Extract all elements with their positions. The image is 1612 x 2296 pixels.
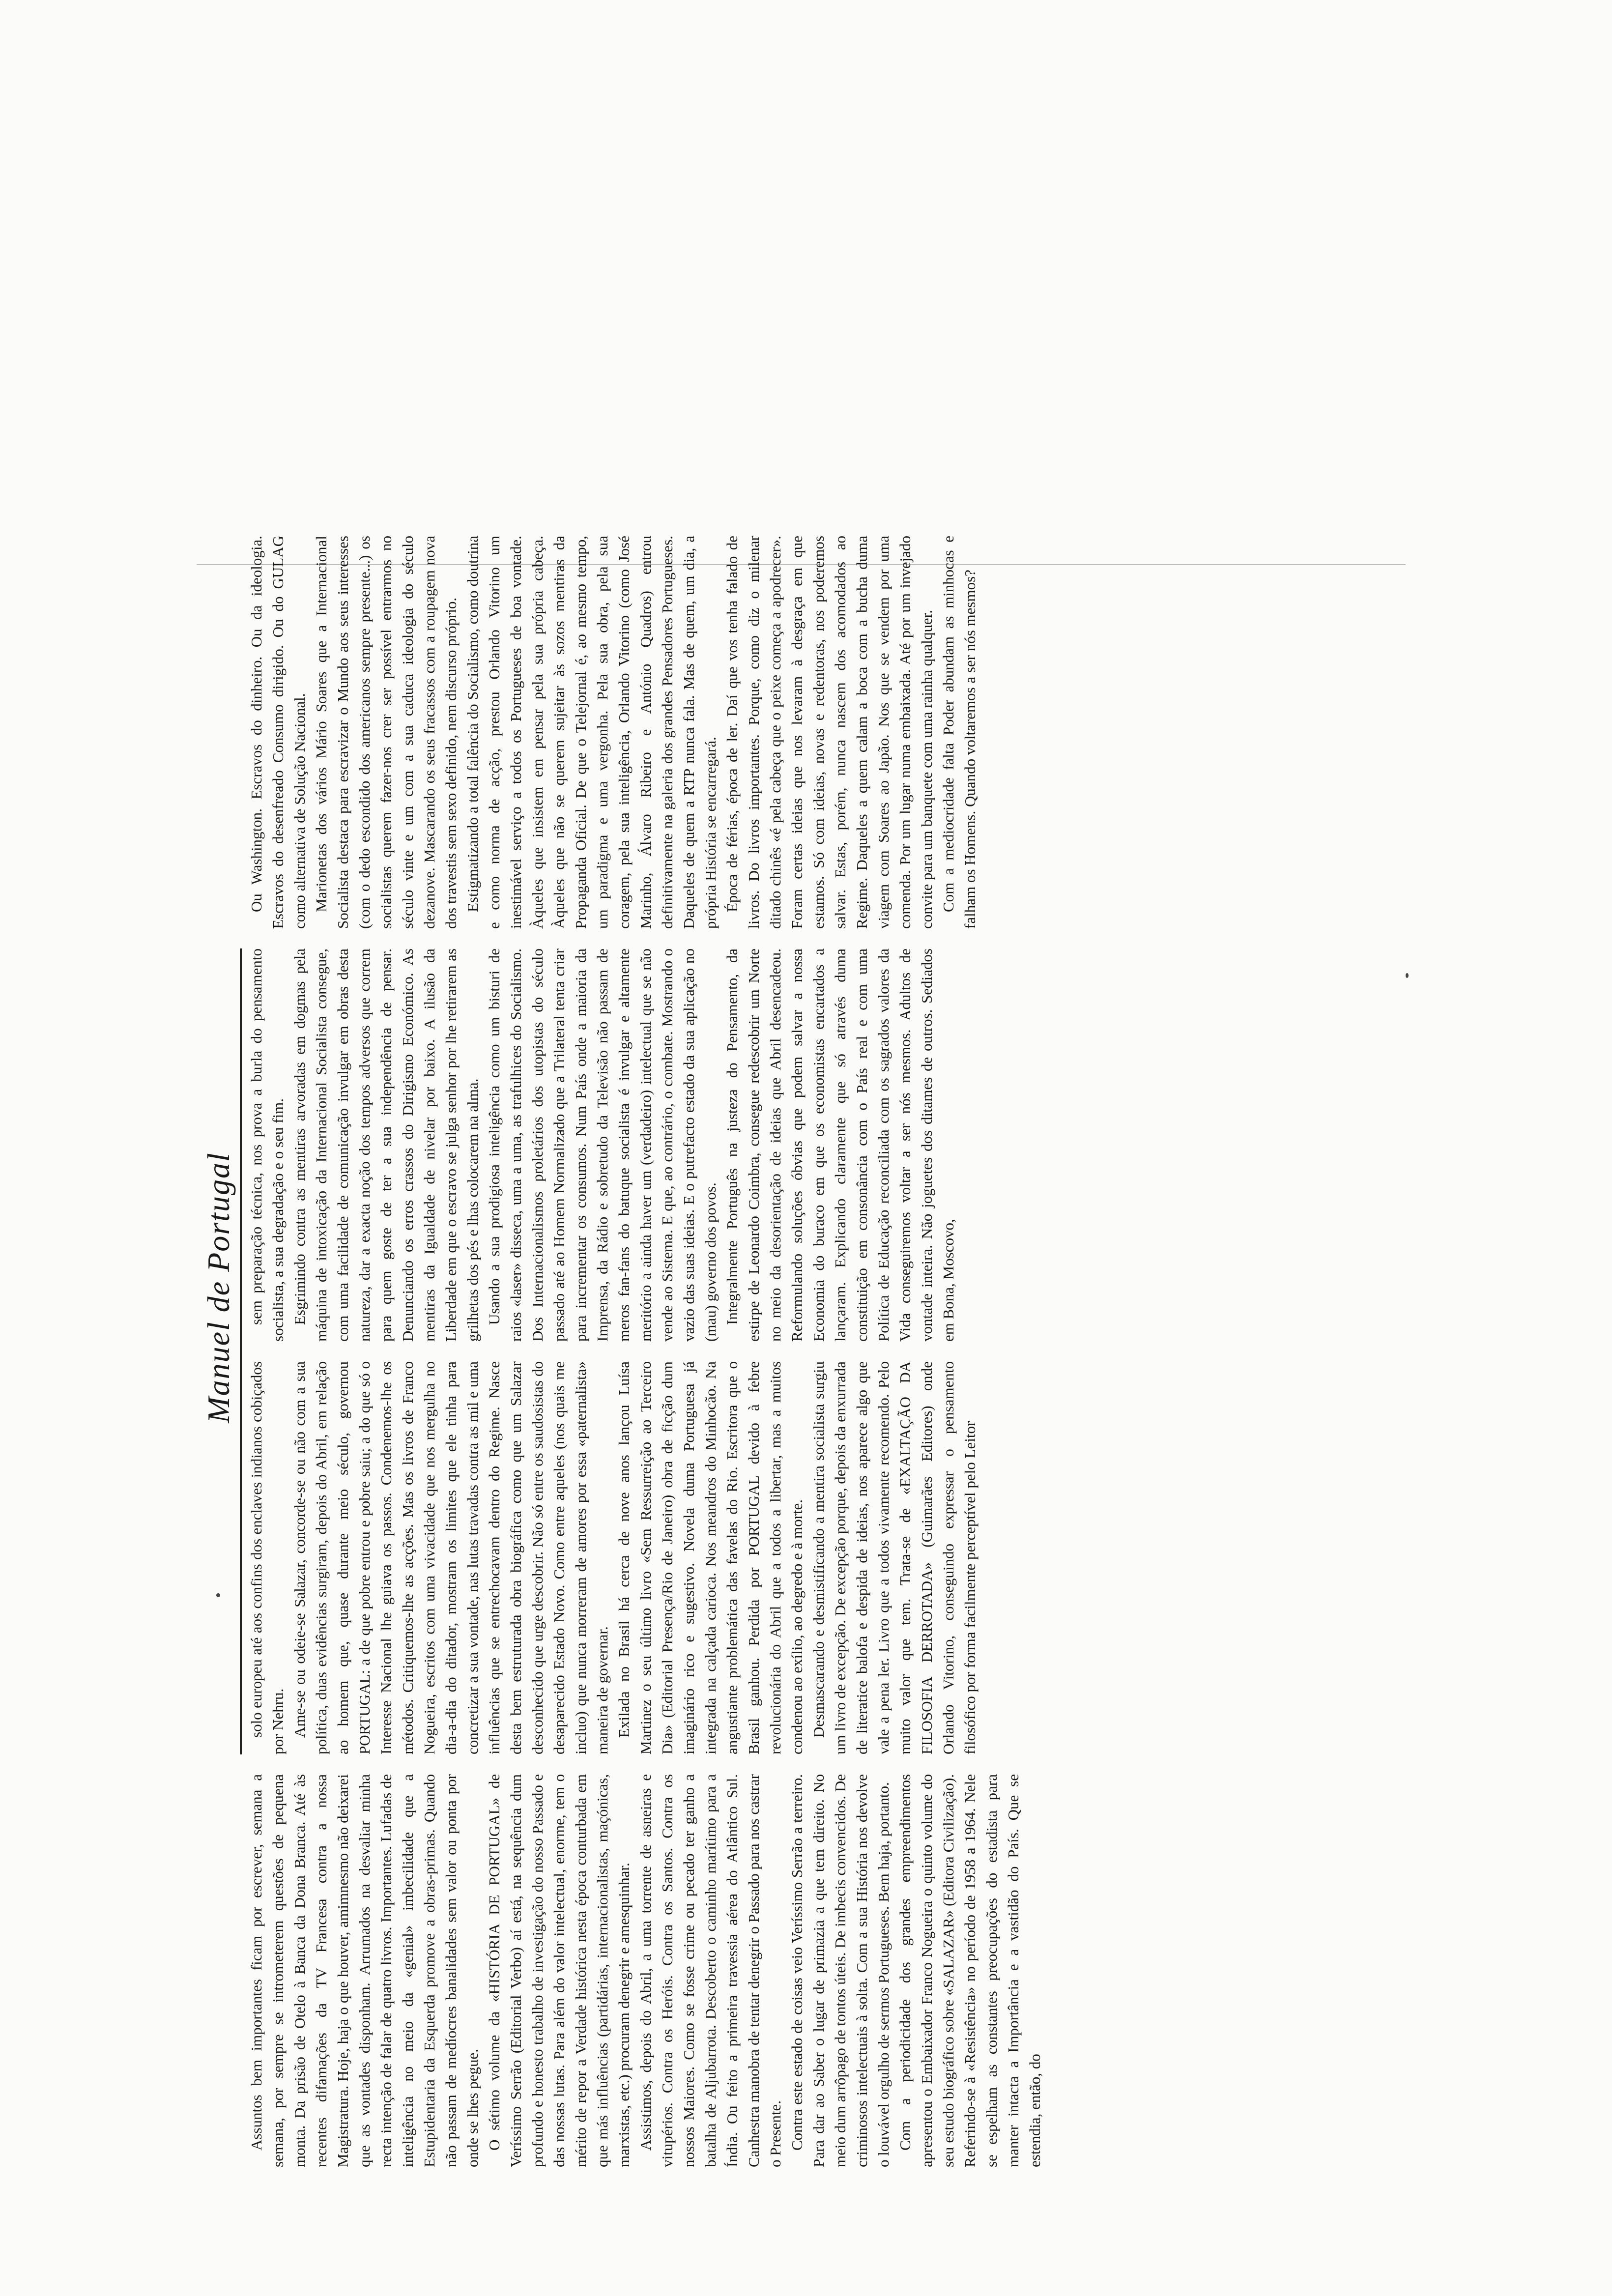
article-column-2	[246, 1361, 1406, 1754]
article-column-4	[246, 536, 1406, 929]
paragraph: Integralmente Português na justeza do Pensamento, da estirpe de Leonardo Coimbra, consegue redescobrir um Norte no meio da desorientação de ideias que Abril desencadeou. Reformulando soluções óbvias que podem salvar a nossa Economia do buraco em que os economistas encartados a lançaram. Explicando claramente que só através duma constituição em consonância com o País real e com uma Política de Educação reconciliada com os sagrados valores da Vida conseguiremos voltar a ser nós mesmos. Adultos de vontade inteira. Não joguetes dos ditames de outros. Sediados em Bona, Moscovo,	[723, 948, 957, 1342]
paragraph: Com a mediocridade falta Poder abundam as minhocas e falham os Homens. Quando voltaremos a ser nós mesmos?	[940, 536, 979, 929]
paragraph: Época de férias, época de ler. Daí que vos tenha falado de livros. Do livros importantes. Porque, como diz o milenar ditado chinês «é pela cabeça que o peixe começa a apodrecer». Foram certas ideias que nos levaram à desgraça em que estamos. Só com ideias, novas e redentoras, nos poderemos salvar. Estas, porém, nunca nascem dos acomodados ao Regime. Daqueles a quem calam a boca com a bucha duma viagem com Soares ao Japão. Nos que se vendem por uma comenda. Por um lugar numa embaixada. Até por um invejado convite para um banquete com uma rainha qualquer.	[723, 536, 935, 929]
paragraph: Estigmatizando a total falência do Socialismo, como doutrina e como norma de acção, prestou Orlando Vitorino um inestimável serviço a todos os Portugueses de boa vontade. Àqueles que insistem em pensar pela sua própria cabeça. Àqueles que não se querem sujeitar às sozos mentiras da Propaganda Oficial. De que o Telejornal é, ao mesmo tempo, um paradigma e uma vergonha. Pela sua obra, pela sua coragem, pela sua inteligência, Orlando Vitorino (como José Marinho, Álvaro Ribeiro e António Quadros) entrou definitivamente na galeria dos grandes Pensadores Portugueses. Daqueles de quem a RTP nunca fala. Mas de quem, um dia, a própria História se encarregará.	[464, 536, 719, 929]
paragraph: O sétimo volume da «HISTÓRIA DE PORTUGAL» de Veríssimo Serrão (Editorial Verbo) aí está, na sequência dum profundo e honesto trabalho de investigação do nosso Passado e das nossas lutas. Para além do valor intelectual, enorme, tem o mérito de repor a Verdade histórica nesta época conturbada em que más influências (partidárias, internacionalistas, maçónicas, marxistas, etc.) procuram denegrir e amesquinhar.	[486, 1774, 633, 2167]
paragraph: Ame-se ou odeie-se Salazar, concorde-se ou não com a sua política, duas evidências surgiram, depois do Abril, em relação ao homem que, quase durante meio século, governou PORTUGAL: a de que pobre entrou e pobre saiu; a do que só o Interesse Nacional lhe guiava os passos. Condenemos-lhe os métodos. Critiquemos-lhe as acções. Mas os livros de Franco Nogueira, escritos com uma vivacidade que nos mergulha no dia-a-dia do ditador, mostram os limites que ele tinha para concretizar a sua vontade, nas lutas travadas contra as mil e uma influências que se entrechocavam dentro do Regime. Nasce desta bem estruturada obra biográfica como que um Salazar desconhecido que urge descobrir. Não só entre os saudosistas do desaparecido Estado Novo. Como entre aqueles (nos quais me incluo) que nunca morreram de amores por essa «paternalista» maneira de governar.	[291, 1361, 611, 1754]
paragraph: Assuntos bem importantes ficam por escrever, semana a semana, por sempre se intrometerem questões de pequena monta. Da prisão de Otelo à Banca da Dona Branca. Até às recentes difamações da TV Francesa contra a nossa Magistratura. Hoje, haja o que houver, amimnesmo não deixarei que as vontades disponham. Arrumados na desvaliar minha recta intenção de falar de quatro livros. Importantes. Lufadas de inteligência no meio da «genial» imbecilidade que a Estupidentaria da Esquerda promove a obras-primas. Quando não passam de medíocres banalidades sem valor ou ponta por onde se lhes pegue.	[248, 1774, 481, 2167]
article-column-1	[246, 1774, 1406, 2167]
paragraph: Exilada no Brasil há cerca de nove anos lançou Luísa Martinez o seu último livro «Sem Ressurreição ao Terceiro Dia» (Editorial Presença/Rio de Janeiro) obra de ficção dum imaginário rico e sugestivo. Novela duma Portuguesa já integrada na calçada carioca. Nos meandros do Minhocão. Na angustiante problemática das favelas do Rio. Escritora que o Brasil ganhou. Perdida por PORTUGAL devido à febre revolucionária do Abril que a todos a libertar, mas a muitos condenou ao exílio, ao degredo e à morte.	[615, 1361, 806, 1754]
paragraph: Usando a sua prodigiosa inteligência como um bisturi de raios «laser» disseca, uma a uma, as trafulhices do Socialismo. Dos Internacionalismos proletários dos utopistas do século passado até ao Homem Normalizado que a Trilateral tenta criar para incrementar os consumos. Num País onde a maioria da Imprensa, da Rádio e sobretudo da Televisão não passam de meros fan-fans do batuque socialista é invulgar e altamente meritório a ainda haver um (verdadeiro) intelectual que se não vende ao Sistema. E que, ao contrário, o combate. Mostrando o vazio das suas ideias. E o putrefacto estado da sua aplicação no (mau) governo dos povos.	[486, 948, 719, 1342]
paragraph: Desmascarando e desmistificando a mentira socialista surgiu um livro de excepção. De excepção porque, depois da enxurrada de literatice balofa e despida de ideias, nos aparece algo que vale a pena ler. Livro que a todos vivamente recomendo. Pelo muito valor que tem. Trata-se de «EXALTAÇÃO DA FILOSOFIA DERROTADA» (Guimarães Editores) onde Orlando Vitorino, conseguindo expressar o pensamento filosófico por forma facilmente perceptível pelo Leitor	[810, 1361, 979, 1754]
article-column-3	[246, 948, 1406, 1342]
headline-rule	[240, 948, 242, 1754]
paragraph: Contra este estado de coisas veio Veríssimo Serrão a terreiro. Para dar ao Saber o lugar de primazia a que tem direito. No meio dum arrôpago de tontos úteis. De imbecis convencidos. De criminosos intelectuais à solta. Com a sua História nos devolve o louvável orgulho de sermos Portugueses. Bem haja, portanto.	[788, 1774, 892, 2167]
paragraph: sem preparação técnica, nos prova a burla do pensamento socialista, a sua degradação e o seu fim.	[248, 948, 287, 1342]
paragraph: Com a periodicidade dos grandes empreendimentos apresentou o Embaixador Franco Nogueira o quinto volume do seu estudo biográfico sobre «SALAZAR» (Editora Civilização). Referindo-se à «Resistência» no período de 1958 a 1964. Nele se espelham as constantes preocupações do estadista para manter intacta a Importância e a vastidão do País. Que se estendia, então, do	[896, 1774, 1043, 2167]
paragraph: Ou Washington. Escravos do dinheiro. Ou da ideologia. Escravos do desenfreado Consumo dirigido. Ou do GULAG como alternativa de Solução Nacional.	[248, 536, 308, 929]
clipping-content	[187, 162, 1425, 2187]
scan-speck	[216, 1593, 220, 1597]
paragraph: Assistimos, depois do Abril, a uma torrente de asneiras e vitupérios. Contra os Heróis. Contra os Santos. Contra os nossos Maiores. Como se fosse crime ou pecado ter ganho a batalha de Aljubarrota. Descoberto o caminho marítimo para a Índia. Ou feito a primeira travessia aérea do Atlântico Sul. Canhestra manobra de tentar denegrir o Passado para nos castrar o Presente.	[637, 1774, 784, 2167]
newspaper-clipping	[187, 162, 1425, 2187]
author-byline: Manuel de Portugal	[201, 1152, 236, 1423]
paragraph: solo europeu até aos confins dos enclaves indianos cobiçados por Nehru.	[248, 1361, 287, 1754]
scan-speck	[1406, 973, 1409, 978]
paragraph: Marionetas dos vários Mário Soares que a Internacional Socialista destaca para escravizar o Mundo aos seus interesses (com o dedo escondido dos americanos sempre presente...) os socialistas querem fazer-nos crer ser possível entrarmos no século vinte e um com a sua caduca ideologia do século dezanove. Mascarando os seus fracassos com a roupagem nova dos travestis sem sexo definido, nem discurso próprio.	[313, 536, 460, 929]
paragraph: Esgrimindo contra as mentiras arvoradas em dogmas pela máquina de intoxicação da Internacional Socialista consegue, com uma facilidade de comunicação invulgar em obras desta natureza, dar a exacta noção dos tempos adversos que correm para quem goste de ter a sua independência de pensar. Denunciando os erros crassos do Dirigismo Económico. As mentiras da Igualdade de nivelar por baixo. A ilusão da Liberdade em que o escravo se julga senhor por lhe retirarem as grilhetas dos pés e lhas colocarem na alma.	[291, 948, 481, 1342]
